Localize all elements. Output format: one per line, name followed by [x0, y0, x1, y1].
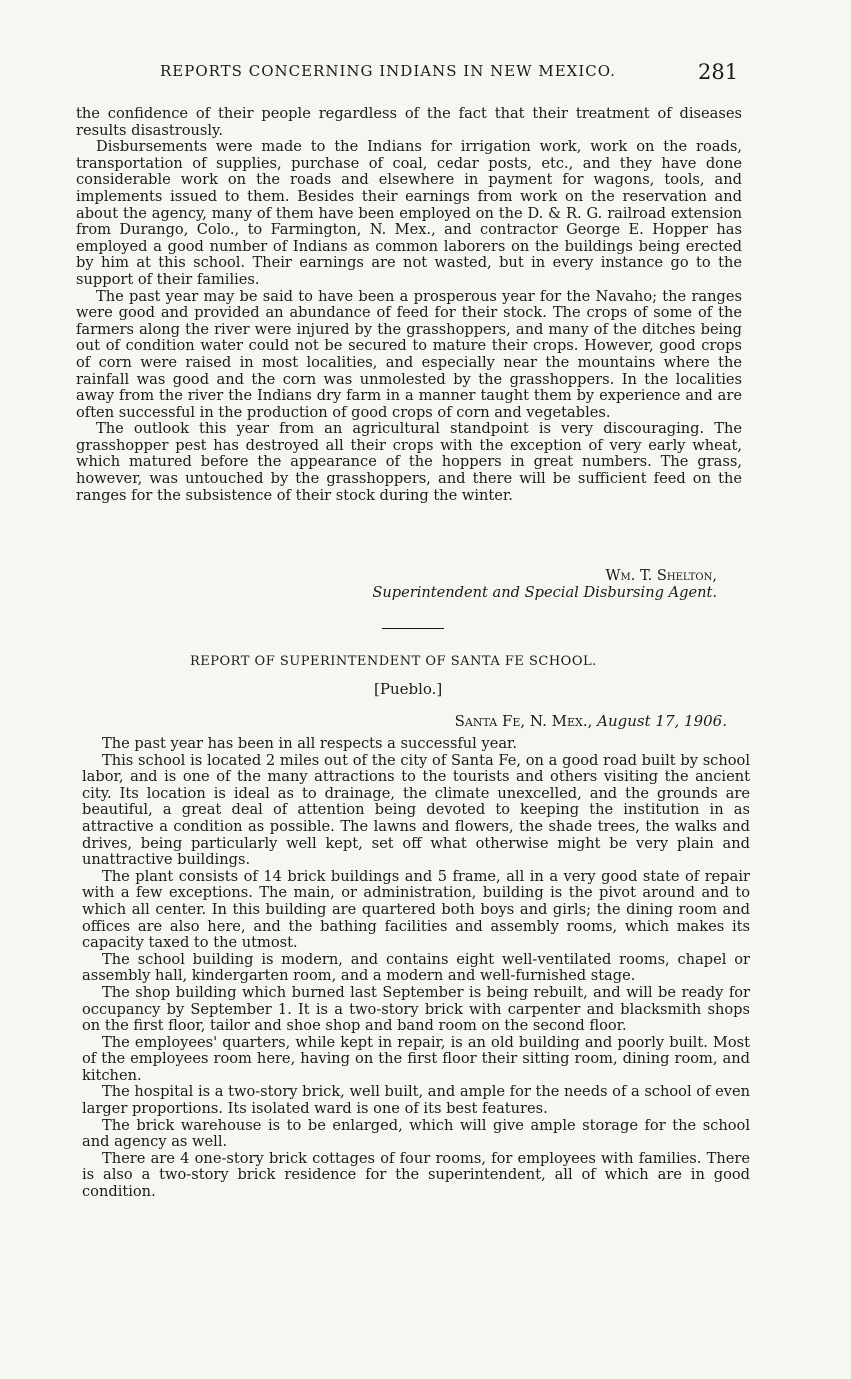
paragraph: The plant consists of 14 brick buildings and 5 frame, all in a very good state of repair with a few exceptions. The main, or administration, building is the pivot around and to which all center. In this building are quartered both boys and girls; the dining room and offices are also here, and the bathing facilities and assembly rooms, which makes its capacity taxed to the utmost.: [82, 867, 750, 952]
section-divider: [382, 628, 444, 629]
paragraph: The past year has been in all respects a successful year.: [102, 735, 518, 752]
signature-name: Wm. T. Shelton,: [605, 567, 717, 584]
paragraph: Disbursements were made to the Indians for irrigation work, work on the roads, transportation of supplies, purchase of coal, cedar posts, etc., and they have done considerable work on the roads and elsewhere in payment for wagons, tools, and implements issued to them. Besides their earnings from work on the reservation and about the agency, many of them have been employed on the D. & R. G. railroad extension from Durango, Colo., to Farmington, N. Mex., and contractor George E. Hopper has employed a good number of Indians as common laborers on the buildings being erected by him at this school. Their earnings are not wasted, but in every instance go to the support of their families.: [76, 138, 742, 288]
paragraph: The past year may be said to have been a prosperous year for the Navaho; the ranges were good and provided an abundance of feed for their stock. The crops of some of the farmers along the river were injured by the grasshoppers, and many of the ditches being out of condition water could not be secured to mature their crops. However, good crops of corn were raised in most localities, and especially near the mountains where the rainfall was good and the corn was unmolested by the grasshoppers. In the localities away from the river the Indians dry farm in a manner taught them by experience and are often successful in the production of good crops of corn and vegetables.: [76, 287, 742, 421]
running-header: REPORTS CONCERNING INDIANS IN NEW MEXICO.: [160, 62, 616, 80]
shelton-report-body: [76, 106, 742, 504]
paragraph: This school is located 2 miles out of the city of Santa Fe, on a good road built by school labor, and is one of the many attractions to the tourists and others visiting the ancient city. Its location is ideal as to drainage, the climate unexcelled, and the grounds are beautiful, a great deal of attention being devoted to keeping the institution in as attractive a condition as possible. The lawns and flowers, the shade trees, the walks and drives, being particularly well kept, set off what otherwise might be very plain and unattractive buildings.: [82, 751, 750, 869]
dateline: [455, 712, 727, 730]
paragraph: The outlook this year from an agricultural standpoint is very discouraging. The grasshopper pest has destroyed all their crops with the exception of very early wheat, which matured before the appearance of the hoppers in great numbers. The grass, however, was untouched by the grasshoppers, and there will be sufficient feed on the ranges for the subsistence of their stock during the winter.: [76, 420, 742, 504]
dateline-place: Santa Fe, N. Mex.,: [454, 712, 593, 730]
paragraph: The school building is modern, and contains eight well-ventilated rooms, chapel or assembly hall, kindergarten room, and a modern and well-furnished stage.: [82, 950, 750, 985]
paragraph: The brick warehouse is to be enlarged, which will give ample storage for the school and agency as well.: [82, 1116, 750, 1151]
santa-fe-report-body: [82, 736, 750, 1201]
signature-title: Superintendent and Special Disbursing Agent.: [372, 584, 717, 601]
paragraph: The hospital is a two-story brick, well built, and ample for the needs of a school of even larger proportions. Its isolated ward is one of its best features.: [82, 1083, 751, 1118]
dateline-date: August 17, 1906.: [597, 712, 727, 730]
paragraph: There are 4 one-story brick cottages of four rooms, for employees with families. There is also a two-story brick residence for the superintendent, all of which are in good condition.: [82, 1149, 750, 1201]
section-title: REPORT OF SUPERINTENDENT OF SANTA FE SCHOOL.: [190, 654, 597, 669]
page-number: 281: [698, 60, 739, 84]
section-subtitle: [Pueblo.]: [374, 680, 443, 698]
paragraph: the confidence of their people regardless of the fact that their treatment of diseases results disastrously.: [76, 105, 742, 139]
paragraph: The employees' quarters, while kept in repair, is an old building and poorly built. Most of the employees room here, having on the first floor their sitting room, dining room, and kitchen.: [82, 1033, 750, 1084]
paragraph: The shop building which burned last September is being rebuilt, and will be ready for occupancy by September 1. It is a two-story brick with carpenter and blacksmith shops on the first floor, tailor and shoe shop and band room on the second floor.: [82, 983, 750, 1035]
